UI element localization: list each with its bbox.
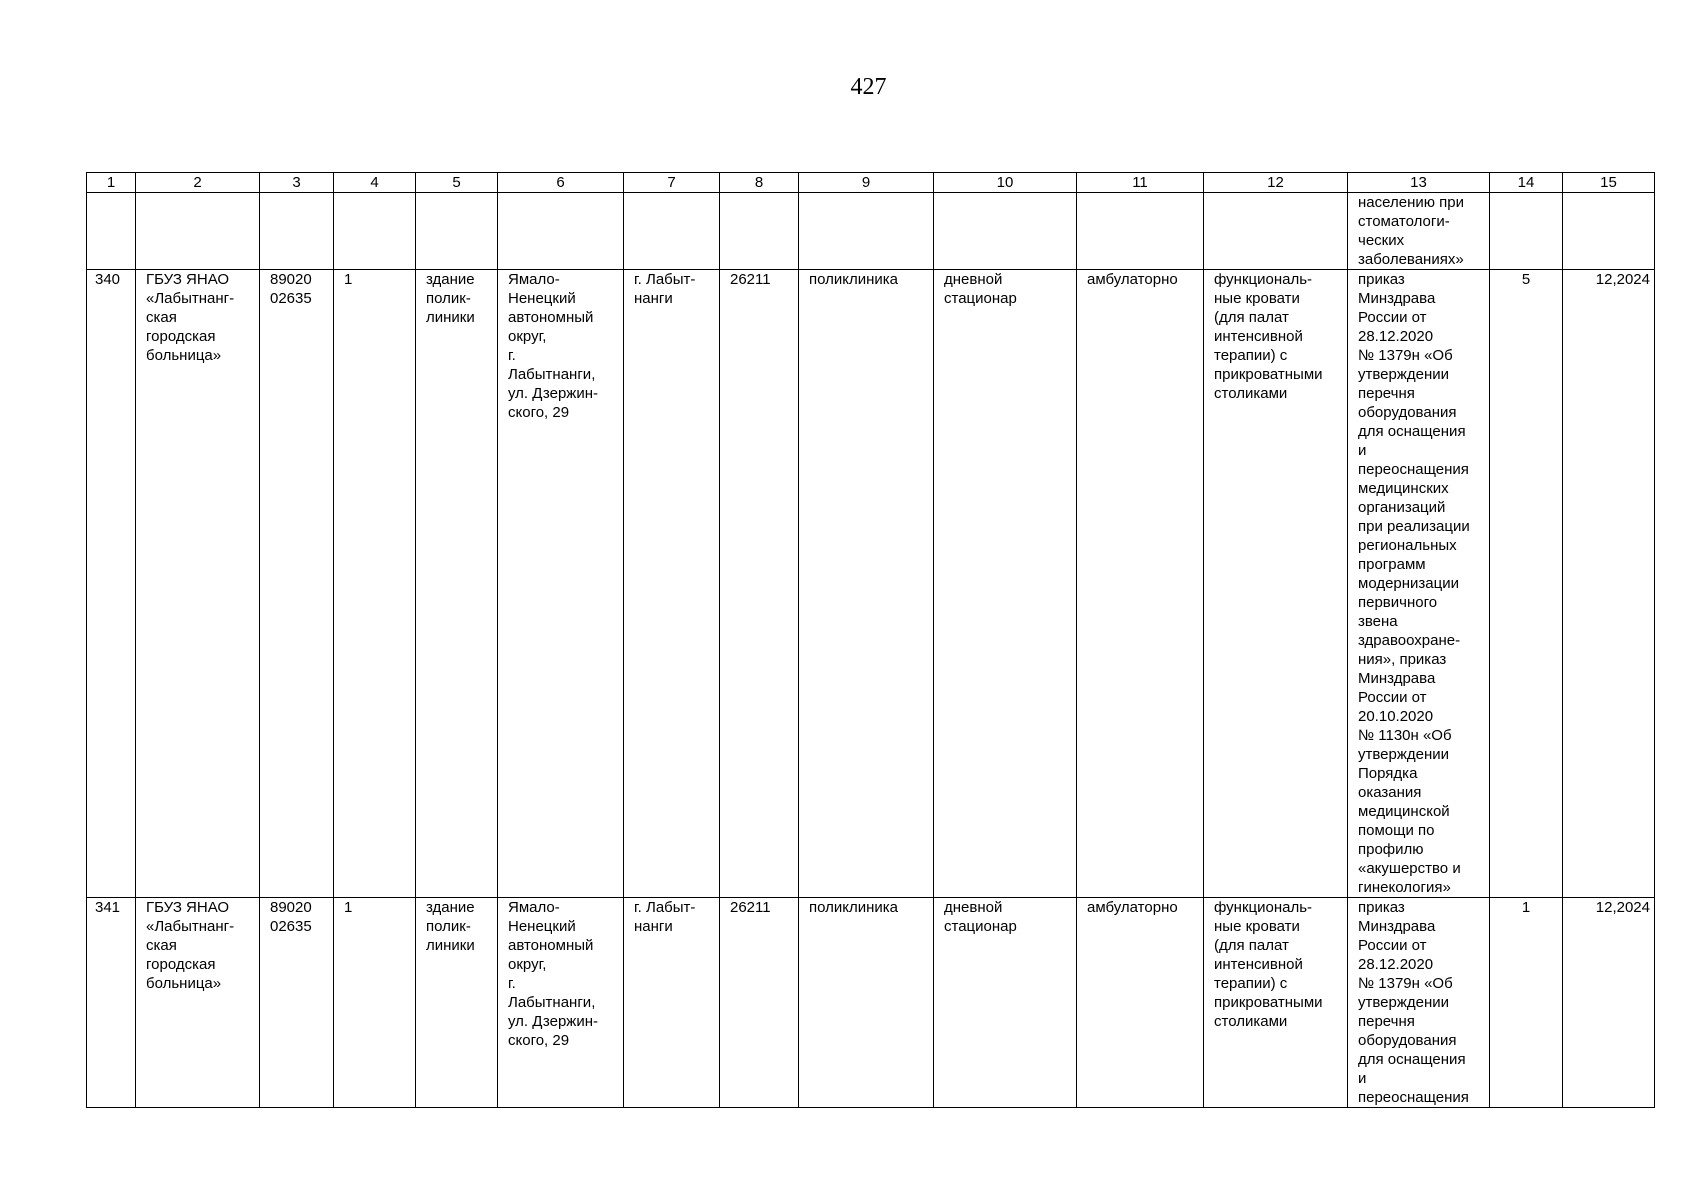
column-header: 11: [1077, 173, 1204, 193]
date-cell: 12,2024: [1563, 270, 1655, 898]
column-header: 9: [799, 173, 934, 193]
regulation-cell: приказ Минздрава России от 28.12.2020 № 1379н «Об утверждении перечня оборудования для оснащения и переоснащения медицинских организаций при реализации региональных программ модернизации первичного звена здравоохране- ния», приказ Минздрава России от 20.10.2020 № 1130н «Об утверждении Порядка оказания медицинской помощи по профилю «акушерство и гинекология»: [1348, 270, 1490, 898]
unit-cell: поликлиника: [799, 270, 934, 898]
column-header: 14: [1490, 173, 1563, 193]
unit-cell: поликлиника: [799, 898, 934, 1108]
building-cell: здание полик- линики: [416, 898, 498, 1108]
table-header-row: [87, 173, 1655, 193]
column-header: 10: [934, 173, 1077, 193]
table-cell: [260, 193, 334, 270]
city-cell: г. Лабыт- нанги: [624, 898, 720, 1108]
equipment-cell: функциональ- ные кровати (для палат интенсивной терапии) с прикроватными столиками: [1204, 270, 1348, 898]
table-cell: [136, 193, 260, 270]
column-header: 12: [1204, 173, 1348, 193]
equipment-table: [86, 172, 1655, 1108]
table-cell: 26211: [720, 898, 799, 1108]
table-cell: [1077, 193, 1204, 270]
column-header: 1: [87, 173, 136, 193]
table-cell: [416, 193, 498, 270]
table-row-continuation: [87, 193, 1655, 270]
date-cell: 12,2024: [1563, 898, 1655, 1108]
quantity-cell: 1: [1490, 898, 1563, 1108]
care-type-cell: дневной стационар: [934, 270, 1077, 898]
column-header: 8: [720, 173, 799, 193]
table-cell: 26211: [720, 270, 799, 898]
regulation-cell: приказ Минздрава России от 28.12.2020 № 1379н «Об утверждении перечня оборудования для оснащения и переоснащения: [1348, 898, 1490, 1108]
column-header: 6: [498, 173, 624, 193]
address-cell: Ямало- Ненецкий автономный округ, г. Лабытнанги, ул. Дзержин- ского, 29: [498, 898, 624, 1108]
page-number: 427: [850, 74, 887, 100]
row-number: 341: [87, 898, 136, 1108]
table-cell: [934, 193, 1077, 270]
care-form-cell: амбулаторно: [1077, 898, 1204, 1108]
building-cell: здание полик- линики: [416, 270, 498, 898]
column-header: 3: [260, 173, 334, 193]
table-cell: [498, 193, 624, 270]
equipment-cell: функциональ- ные кровати (для палат интенсивной терапии) с прикроватными столиками: [1204, 898, 1348, 1108]
table-cell: [1490, 193, 1563, 270]
care-type-cell: дневной стационар: [934, 898, 1077, 1108]
column-header: 13: [1348, 173, 1490, 193]
table-cell: [87, 193, 136, 270]
column-header: 7: [624, 173, 720, 193]
row-number: 340: [87, 270, 136, 898]
address-cell: Ямало- Ненецкий автономный округ, г. Лабытнанги, ул. Дзержин- ского, 29: [498, 270, 624, 898]
column-header: 5: [416, 173, 498, 193]
column-header: 15: [1563, 173, 1655, 193]
organization-cell: ГБУЗ ЯНАО «Лабытнанг- ская городская больница»: [136, 898, 260, 1108]
table-cell: 1: [334, 898, 416, 1108]
table-cell: [720, 193, 799, 270]
organization-cell: ГБУЗ ЯНАО «Лабытнанг- ская городская больница»: [136, 270, 260, 898]
city-cell: г. Лабыт- нанги: [624, 270, 720, 898]
table-row: [87, 270, 1655, 898]
table-cell: [624, 193, 720, 270]
care-form-cell: амбулаторно: [1077, 270, 1204, 898]
table-cell: [799, 193, 934, 270]
table-cell: [1204, 193, 1348, 270]
table-cell: 1: [334, 270, 416, 898]
code-cell: 89020 02635: [260, 270, 334, 898]
table-row: [87, 898, 1655, 1108]
column-header: 2: [136, 173, 260, 193]
table-cell: [334, 193, 416, 270]
code-cell: 89020 02635: [260, 898, 334, 1108]
quantity-cell: 5: [1490, 270, 1563, 898]
table-cell: [1563, 193, 1655, 270]
column-header: 4: [334, 173, 416, 193]
table-cell: населению при стоматологи- ческих заболеваниях»: [1348, 193, 1490, 270]
